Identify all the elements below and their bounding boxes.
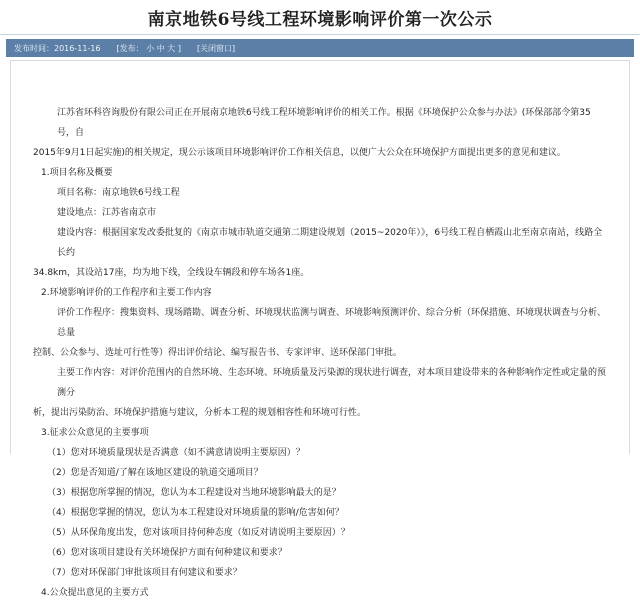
- content-panel: [10, 60, 630, 598]
- section-3-title: 3.征求公众意见的主要事项: [41, 428, 149, 438]
- font-size-end: ]: [177, 43, 181, 53]
- publish-date-label: 发布时间：: [14, 43, 54, 53]
- question-item: （7）您对环保部门审批该项目有何建议和要求？: [47, 568, 242, 578]
- font-size-label: [发布：: [116, 43, 144, 53]
- project-content-line-1: 建设内容：根据国家发改委批复的《南京市城市轨道交通第二期建设规划（2015~2020年）》，6号线工程自栖霞山北至南京南站，线路全长约: [57, 228, 603, 258]
- publish-date-value: 2016-11-16: [54, 43, 101, 53]
- title-bar: [0, 0, 640, 35]
- font-size-options[interactable]: 小 中 大: [146, 43, 176, 53]
- question-item: （2）您是否知道/了解在该地区建设的轨道交通项目？: [47, 468, 263, 478]
- question-item: （3）根据您所掌握的情况，您认为本工程建设对当地环境影响最大的是？: [47, 488, 341, 498]
- section-2-title: 2.环境影响评价的工作程序和主要工作内容: [41, 288, 212, 298]
- project-content-line-2: 34.8km，其设站17座，均为地下线，全线设车辆段和停车场各1座。: [33, 268, 310, 278]
- intro-line-1: 江苏省环科咨询股份有限公司正在开展南京地铁6号线工程环境影响评价的相关工作。根据《环境保护公众参与办法》(环保部部令第35号，自: [57, 108, 591, 138]
- main-work-line-2: 析，提出污染防治、环境保护措施与建议，分析本工程的规划相容性和环境可行性。: [33, 408, 367, 418]
- question-item: （4）根据您掌握的情况，您认为本工程建设对环境质量的影响/危害如何？: [47, 508, 344, 518]
- question-item: （5）从环保角度出发，您对该项目持何种态度（如反对请说明主要原因）？: [47, 528, 350, 538]
- question-item: （1）您对环境质量现状是否满意（如不满意请说明主要原因）？: [47, 448, 305, 458]
- project-location: 建设地点：江苏省南京市: [57, 208, 157, 218]
- main-work-line-1: 主要工作内容：对评价范围内的自然环境、生态环境、环境质量及污染源的现状进行调查，对本项目建设带来的各种影响作定性或定量的预测分: [57, 368, 607, 398]
- close-window-link[interactable]: [关闭窗口]: [196, 43, 236, 53]
- section-4-title: 4.公众提出意见的主要方式: [41, 588, 149, 598]
- section-1-title: 1.项目名称及概要: [41, 168, 113, 178]
- article-body: [11, 61, 629, 603]
- info-bar: [6, 39, 634, 57]
- publish-date: [6, 43, 109, 54]
- procedure-line-2: 控制、公众参与、选址可行性等）得出评价结论、编写报告书、专家评审、送环保部门审批。: [33, 348, 403, 358]
- font-size-switch[interactable]: [109, 43, 189, 54]
- page-title: 南京地铁6号线工程环境影响评价第一次公示: [147, 9, 493, 30]
- project-name: 项目名称：南京地铁6号线工程: [57, 188, 180, 198]
- question-item: （6）您对该项目建设有关环境保护方面有何种建议和要求？: [47, 548, 287, 558]
- intro-line-2: 2015年9月1日起实施)的相关规定，现公示该项目环境影响评价工作相关信息，以便广大公众在环境保护方面提出更多的意见和建议。: [33, 148, 566, 158]
- procedure-line-1: 评价工作程序：搜集资料、现场踏勘、调查分析、环境现状监测与调查、环境影响预测评价、综合分析（环保措施、环境现状调查与分析、总量: [57, 308, 607, 338]
